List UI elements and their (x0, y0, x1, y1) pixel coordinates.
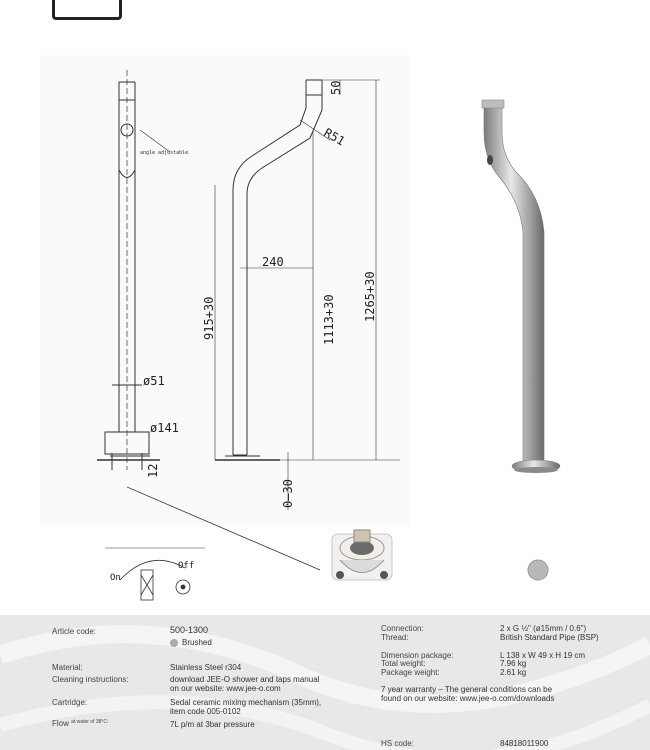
flow-label-row (52, 719, 108, 728)
cartridge-label: Cartridge: (52, 698, 88, 707)
finish-value: Brushed (182, 638, 212, 647)
thread-label: Thread: (381, 633, 409, 642)
cleaning-label: Cleaning instructions: (52, 675, 129, 684)
height-2-label: 1113+30 (322, 294, 336, 345)
floor-range-label: 0–30 (281, 479, 295, 508)
cartridge-value-1: Sedal ceramic mixing mechanism (35mm), (170, 698, 322, 707)
handle-on-label: On (110, 573, 121, 583)
finish-row (170, 638, 212, 647)
angle-note: angle adjustable (140, 150, 189, 156)
cartridge-image (332, 530, 392, 580)
hs-label: HS code: (381, 739, 414, 748)
pipe-dia-label: ø51 (143, 374, 165, 388)
top-height-label: 50 (329, 80, 343, 95)
connection-label: Connection: (381, 624, 424, 633)
package-weight-value: 2.61 kg (500, 668, 527, 677)
total-weight-label: Total weight: (381, 659, 426, 668)
package-weight-label: Package weight: (381, 668, 440, 677)
flow-note: at water of 38°C: (71, 719, 109, 725)
drawing-background (40, 55, 410, 525)
material-label: Material: (52, 663, 83, 672)
finish-swatch-large (528, 560, 548, 580)
dimension-value: L 138 x W 49 x H 19 cm (500, 651, 586, 660)
finish-swatch (170, 639, 178, 647)
hs-value: 84818011900 (500, 739, 549, 748)
height-3-label: 1265+30 (363, 271, 377, 322)
height-1-label: 915+30 (202, 296, 216, 340)
cleaning-value-1: download JEE-O shower and taps manual (170, 675, 320, 684)
radius-label: R51 (321, 125, 348, 149)
spec-panel (0, 615, 650, 750)
handle-off-label: Off (178, 561, 195, 571)
base-height-label: 12 (146, 463, 160, 478)
cleaning-value-2: on our website: www.jee-o.com (170, 684, 281, 693)
thread-value: British Standard Pipe (BSP) (500, 633, 599, 642)
total-weight-value: 7.96 kg (500, 659, 527, 668)
dimension-label: Dimension package: (381, 651, 454, 660)
connection-value: 2 x G ½" (ø15mm / 0.6") (500, 624, 587, 633)
flow-label: Flow (52, 719, 69, 728)
base-dia-label: ø141 (150, 421, 179, 435)
material-value: Stainless Steel r304 (170, 663, 242, 672)
warranty-line-1: 7 year warranty – The general conditions can be (381, 685, 553, 694)
article-value: 500-1300 (170, 625, 209, 635)
offset-label: 240 (262, 255, 284, 269)
article-label: Article code: (52, 627, 97, 636)
product-photo (482, 100, 560, 580)
warranty-line-2: found on our website: www.jee-o.com/downloads (381, 694, 555, 703)
flow-value: 7L p/m at 3bar pressure (170, 720, 255, 729)
cartridge-value-2: item code 005-0102 (170, 707, 241, 716)
